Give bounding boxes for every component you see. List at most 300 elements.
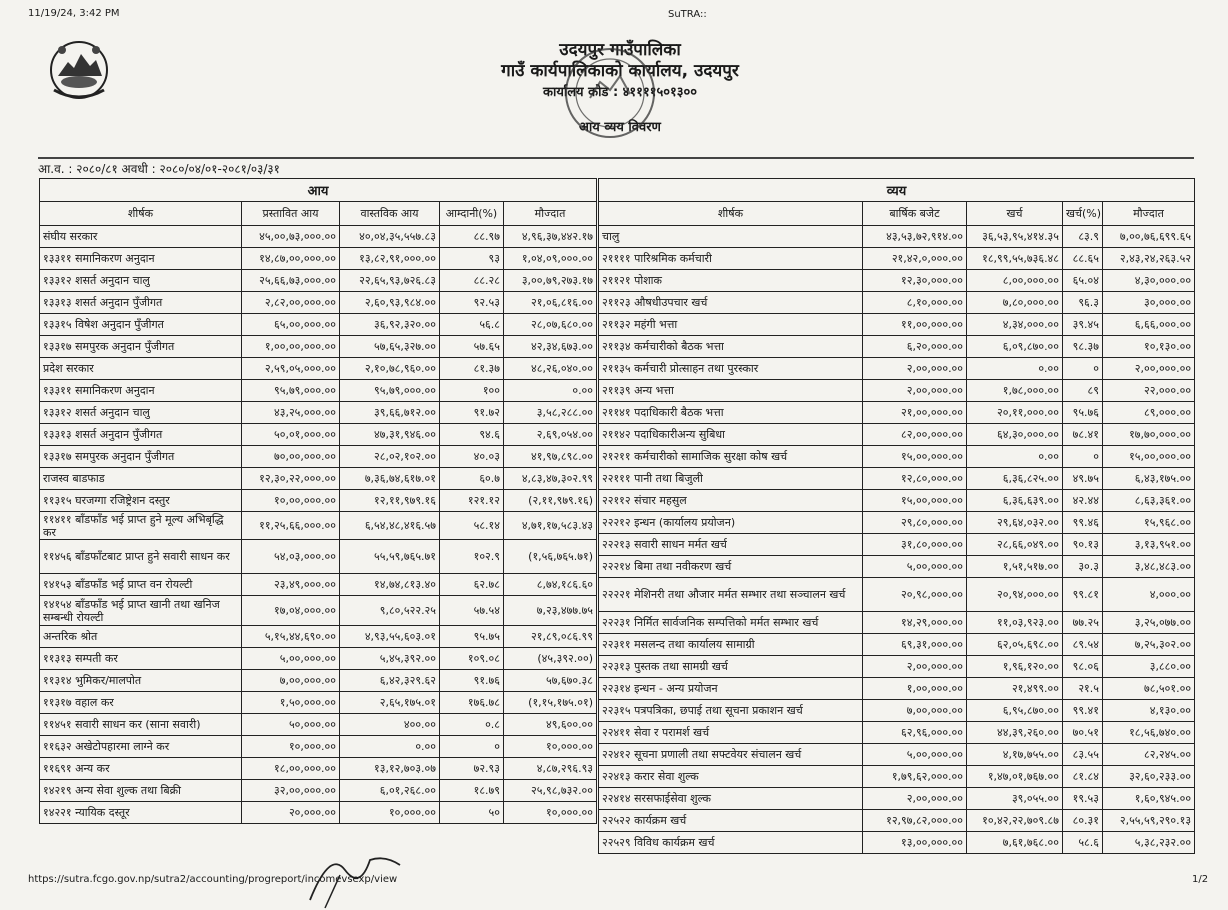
income-row [40,380,597,402]
income-row [40,736,597,758]
income-cell-percent: १०९.०८ [440,648,504,670]
expense-cell-amount2: ६२,०५,६९८.०० [967,634,1063,656]
income-cell-balance: २८,०७,६८०.०० [504,314,597,336]
office-stamp-icon [555,38,665,148]
expense-cell-title: २२२१४ बिमा तथा नवीकरण खर्च [599,556,863,578]
income-cell-title: ११४५६ बाँडफाँटबाट प्राप्त हुने सवारी साधन कर [40,540,242,574]
expense-cell-amount1: ८,१०,०००.०० [863,292,967,314]
expense-cell-balance: २,५५,५९,२९०.१३ [1103,810,1195,832]
income-row [40,226,597,248]
expense-cell-percent: ८०.३१ [1063,810,1103,832]
income-cell-balance: १०,०००.०० [504,802,597,824]
income-cell-amount1: ३२,००,०००.०० [242,780,340,802]
income-cell-balance: ४१,९७,८९८.०० [504,446,597,468]
expense-cell-title: २२२१३ सवारी साधन मर्मत खर्च [599,534,863,556]
expense-cell-percent: ३०.३ [1063,556,1103,578]
expense-row [599,446,1195,468]
income-cell-percent: ५७.६५ [440,336,504,358]
expense-cell-percent: ७७.२५ [1063,612,1103,634]
expense-cell-amount2: ४,१७,७५५.०० [967,744,1063,766]
expense-cell-percent: ८१.८४ [1063,766,1103,788]
income-cell-percent: ८८.९७ [440,226,504,248]
expense-cell-title: २११३२ महंगी भत्ता [599,314,863,336]
expense-cell-amount2: ७,६१,७६८.०० [967,832,1063,854]
expense-cell-title: २२५२९ विविध कार्यक्रम खर्च [599,832,863,854]
income-cell-amount1: २,५९,०५,०००.०० [242,358,340,380]
income-row [40,270,597,292]
income-row [40,714,597,736]
expense-cell-balance: ३२,६०,२३३.०० [1103,766,1195,788]
expense-row [599,336,1195,358]
expense-cell-balance: ५,३८,२३२.०० [1103,832,1195,854]
income-cell-title: संघीय सरकार [40,226,242,248]
page-url: https://sutra.fcgo.gov.np/sutra2/accounting/progreport/incomevsexp/view [28,874,398,885]
income-cell-amount2: २,१०,७८,९६०.०० [340,358,440,380]
expense-cell-balance: १५,९६८.०० [1103,512,1195,534]
expense-cell-amount1: २,००,०००.०० [863,788,967,810]
expense-cell-title: २११११ पारिश्रमिक कर्मचारी [599,248,863,270]
income-cell-amount1: २३,४९,०००.०० [242,574,340,596]
income-cell-balance: (२,११,९७९.१६) [504,490,597,512]
report-title: आय व्यय विवरण [579,120,661,135]
income-row [40,802,597,824]
income-cell-amount2: १२,११,९७९.१६ [340,490,440,512]
income-header-row [40,202,597,226]
income-cell-amount2: ४००.०० [340,714,440,736]
income-cell-amount1: ५,१५,४४,६९०.०० [242,626,340,648]
expense-cell-percent: ९८.०६ [1063,656,1103,678]
income-cell-amount2: ३६,९२,३२०.०० [340,314,440,336]
expense-row [599,788,1195,810]
income-cell-amount2: ७,३६,७४,६१७.०१ [340,468,440,490]
expense-row [599,314,1195,336]
expense-cell-title: २११२३ औषधीउपचार खर्च [599,292,863,314]
expense-cell-percent: ९६.३ [1063,292,1103,314]
expense-cell-title: २२१११ पानी तथा बिजुली [599,468,863,490]
expense-cell-amount1: २,००,०००.०० [863,656,967,678]
expense-cell-amount1: ५,००,०००.०० [863,744,967,766]
expense-cell-title: चालु [599,226,863,248]
expense-cell-percent: ९९.८१ [1063,578,1103,612]
expense-cell-amount2: १,४७,०१,७६७.०० [967,766,1063,788]
expense-cell-amount2: १०,४२,२२,७०९.८७ [967,810,1063,832]
expense-cell-percent: ९९.४६ [1063,512,1103,534]
expense-row [599,490,1195,512]
expense-row [599,292,1195,314]
income-cell-percent: १०० [440,380,504,402]
income-cell-amount2: ०.०० [340,736,440,758]
expense-cell-title: २२२३१ निर्मित सार्वजनिक सम्पत्तिको मर्मत सम्भार खर्च [599,612,863,634]
office-name: गाउँ कार्यपालिकाको कार्यालय, उदयपुर [501,61,739,81]
income-cell-percent: ९५.७५ [440,626,504,648]
expense-cell-amount1: २०,९८,०००.०० [863,578,967,612]
header-rule [38,157,1194,159]
income-cell-title: १३३१२ शसर्त अनुदान चालु [40,402,242,424]
expense-cell-title: २२३१४ इन्धन - अन्य प्रयोजन [599,678,863,700]
expense-cell-balance: २,००,०००.०० [1103,358,1195,380]
expense-cell-amount1: २१,४२,०,०००.०० [863,248,967,270]
expense-cell-percent: ० [1063,446,1103,468]
expense-row [599,656,1195,678]
expense-cell-amount1: १२,८०,०००.०० [863,468,967,490]
income-cell-amount1: ७०,००,०००.०० [242,446,340,468]
income-row [40,358,597,380]
income-cell-percent: ८१.३७ [440,358,504,380]
income-cell-amount1: १८,००,०००.०० [242,758,340,780]
income-cell-amount1: १०,००,०००.०० [242,490,340,512]
expense-cell-title: २११२१ पोशाक [599,270,863,292]
income-cell-percent: ९२.५३ [440,292,504,314]
expense-col-budget: बार्षिक बजेट [863,202,967,226]
expense-cell-amount1: ६२,९६,०००.०० [863,722,967,744]
fiscal-period: आ.व. : २०८०/८१ अवधी : २०८०/०४/०१-२०८१/०३/३१ [38,162,280,176]
expense-cell-percent: ४९.७५ [1063,468,1103,490]
income-cell-title: १३३१३ शसर्त अनुदान पुँजीगत [40,424,242,446]
income-cell-balance: ४,९६,३७,४४२.१७ [504,226,597,248]
expense-cell-amount1: २१,००,०००.०० [863,402,967,424]
expense-cell-balance: ८,६३,३६१.०० [1103,490,1195,512]
income-cell-title: ११६९१ अन्य कर [40,758,242,780]
expense-row [599,810,1195,832]
income-cell-amount1: ५४,०३,०००.०० [242,540,340,574]
income-cell-amount2: ४०,०४,३५,५५७.८३ [340,226,440,248]
income-row [40,336,597,358]
income-cell-title: १४१५३ बाँडफाँड भई प्राप्त वन रोयल्टी [40,574,242,596]
income-row [40,490,597,512]
municipality-name: उदयपुर गाउँपालिका [559,40,681,60]
income-col-actual: वास्तविक आय [340,202,440,226]
income-cell-amount2: ५,४५,३९२.०० [340,648,440,670]
income-cell-title: ११६३२ अखेटोपहारमा लाग्ने कर [40,736,242,758]
expense-row [599,744,1195,766]
expense-cell-percent: ४२.४४ [1063,490,1103,512]
expense-cell-amount1: ५,००,०००.०० [863,556,967,578]
expense-cell-amount1: ६९,३१,०००.०० [863,634,967,656]
expense-row [599,468,1195,490]
income-row [40,468,597,490]
income-cell-balance: ३,००,७९,२७३.१७ [504,270,597,292]
income-cell-amount2: २,६५,१७५.०१ [340,692,440,714]
expense-cell-title: २११४१ पदाधिकारी बैठक भत्ता [599,402,863,424]
expense-section-title: व्यय [599,179,1195,202]
income-row [40,424,597,446]
income-row [40,446,597,468]
income-cell-title: ११४५१ सवारी साधन कर (साना सवारी) [40,714,242,736]
income-row [40,512,597,540]
expense-row [599,380,1195,402]
expense-cell-amount1: १,७९,६२,०००.०० [863,766,967,788]
income-cell-balance: ४२,३४,६७३.०० [504,336,597,358]
expense-cell-amount2: ६,९५,८७०.०० [967,700,1063,722]
income-cell-amount2: ६,५४,४८,४१६.५७ [340,512,440,540]
expense-cell-title: २११३४ कर्मचारीको बैठक भत्ता [599,336,863,358]
expense-cell-percent: ८८.६५ [1063,248,1103,270]
income-cell-percent: ८८.२८ [440,270,504,292]
income-col-percent: आम्दानी(%) [440,202,504,226]
income-cell-balance: ८,७४,१८६.६० [504,574,597,596]
income-cell-balance: ५७,६७०.३८ [504,670,597,692]
income-cell-amount1: ७,००,०००.०० [242,670,340,692]
expense-cell-balance: १५,००,०००.०० [1103,446,1195,468]
expense-cell-amount2: ६,३६,८२५.०० [967,468,1063,490]
income-row [40,314,597,336]
expense-cell-amount2: ०.०० [967,358,1063,380]
expense-cell-amount2: २०,९४,०००.०० [967,578,1063,612]
income-cell-title: अन्तरिक श्रोत [40,626,242,648]
expense-row [599,358,1195,380]
expense-row [599,424,1195,446]
income-cell-balance: (४५,३९२.००) [504,648,597,670]
expense-cell-amount1: ६,२०,०००.०० [863,336,967,358]
expense-cell-title: २२३११ मसलन्द तथा कार्यालय सामाग्री [599,634,863,656]
income-cell-amount1: १७,०४,०००.०० [242,596,340,626]
expense-row [599,270,1195,292]
expense-row [599,578,1195,612]
income-cell-title: १३३१७ समपुरक अनुदान पुँजीगत [40,336,242,358]
expense-cell-title: २२३१३ पुस्तक तथा सामग्री खर्च [599,656,863,678]
income-row [40,540,597,574]
income-cell-balance: १,०४,०९,०००.०० [504,248,597,270]
expense-cell-balance: १०,१३०.०० [1103,336,1195,358]
income-cell-title: १४२१९ अन्य सेवा शुल्क तथा बिक्री [40,780,242,802]
expense-cell-amount2: ११,०३,९२३.०० [967,612,1063,634]
income-cell-amount1: १,५०,०००.०० [242,692,340,714]
income-cell-amount1: ११,२५,६६,०००.०० [242,512,340,540]
expense-row [599,634,1195,656]
income-row [40,248,597,270]
income-row [40,292,597,314]
income-cell-title: १३३१५ विषेश अनुदान पुँजीगत [40,314,242,336]
page-number: 1/2 [1192,874,1209,885]
income-cell-title: प्रदेश सरकार [40,358,242,380]
print-datetime: 11/19/24, 3:42 PM [28,8,120,19]
income-cell-amount1: २,८२,००,०००.०० [242,292,340,314]
income-row [40,402,597,424]
income-cell-balance: ७,२३,४७७.७५ [504,596,597,626]
expense-cell-percent: ९०.१३ [1063,534,1103,556]
income-cell-title: १४२२१ न्यायिक दस्तूर [40,802,242,824]
expense-cell-amount2: ३९,०५५.०० [967,788,1063,810]
income-cell-percent: ० [440,736,504,758]
expense-cell-title: २११३५ कर्मचारी प्रोत्साहन तथा पुरस्कार [599,358,863,380]
expense-cell-balance: १८,५६,७४०.०० [1103,722,1195,744]
income-cell-balance: ४,७१,१७,५८३.४३ [504,512,597,540]
income-cell-title: १३३११ समानिकरण अनुदान [40,248,242,270]
expense-row [599,700,1195,722]
income-cell-amount2: ४,९३,५५,६०३.०१ [340,626,440,648]
expense-cell-balance: १,६०,९४५.०० [1103,788,1195,810]
income-cell-balance: १०,०००.०० [504,736,597,758]
expense-cell-amount2: १,९६,१२०.०० [967,656,1063,678]
income-cell-amount2: ९,८०,५२२.२५ [340,596,440,626]
income-cell-amount2: ५५,५९,७६५.७१ [340,540,440,574]
expense-cell-amount2: ४४,३९,२६०.०० [967,722,1063,744]
expense-cell-percent: ९५.७६ [1063,402,1103,424]
expense-cell-amount2: ३६,५३,९५,४१४.३५ [967,226,1063,248]
expense-header-row [599,202,1195,226]
expense-row [599,556,1195,578]
income-cell-amount1: १०,०००.०० [242,736,340,758]
expense-cell-balance: ७८,५०१.०० [1103,678,1195,700]
expense-cell-amount2: २९,६४,०३२.०० [967,512,1063,534]
income-row [40,574,597,596]
income-cell-amount2: १४,७४,८१३.४० [340,574,440,596]
income-cell-amount1: २०,०००.०० [242,802,340,824]
expense-cell-balance: ४,१३०.०० [1103,700,1195,722]
income-cell-title: ११३१३ सम्पती कर [40,648,242,670]
income-row [40,648,597,670]
expense-cell-percent: ५८.६ [1063,832,1103,854]
income-cell-percent: १२१.१२ [440,490,504,512]
expense-cell-balance: ७,००,७६,६९९.६५ [1103,226,1195,248]
print-page-title: SuTRA:: [668,9,707,20]
expense-cell-amount1: १३,००,०००.०० [863,832,967,854]
expense-cell-amount1: १२,३०,०००.०० [863,270,967,292]
expense-cell-percent: ६५.०४ [1063,270,1103,292]
income-cell-percent: ५० [440,802,504,824]
expense-cell-title: २२३१५ पत्रपत्रिका, छपाई तथा सूचना प्रकाशन खर्च [599,700,863,722]
income-row [40,758,597,780]
income-cell-balance: (१,५६,७६५.७१) [504,540,597,574]
income-cell-balance: ४,८७,२९६.९३ [504,758,597,780]
income-cell-percent: ९१.७२ [440,402,504,424]
income-cell-amount2: १०,०००.०० [340,802,440,824]
income-cell-balance: ४,८३,४७,३०२.९९ [504,468,597,490]
income-cell-amount1: ५०,०००.०० [242,714,340,736]
expense-cell-amount2: ८,००,०००.०० [967,270,1063,292]
income-cell-amount2: २८,०२,१०२.०० [340,446,440,468]
income-cell-amount2: २,६०,९३,९८४.०० [340,292,440,314]
expense-cell-title: २११४२ पदाधिकारीअन्य सुबिधा [599,424,863,446]
expense-cell-balance: ३०,०००.०० [1103,292,1195,314]
expense-cell-percent: ९८.३७ [1063,336,1103,358]
income-cell-percent: १०२.९ [440,540,504,574]
income-col-proposed: प्रस्तावित आय [242,202,340,226]
expense-cell-title: २११३९ अन्य भत्ता [599,380,863,402]
expense-cell-amount2: ७,८०,०००.०० [967,292,1063,314]
income-col-balance: मौज्दात [504,202,597,226]
expense-cell-balance: २२,०००.०० [1103,380,1195,402]
income-cell-amount1: १४,८७,००,०००.०० [242,248,340,270]
income-cell-percent: ९३ [440,248,504,270]
income-cell-amount2: १३,८२,९१,०००.०० [340,248,440,270]
income-table [39,178,597,824]
income-cell-percent: १७६.७८ [440,692,504,714]
expense-cell-title: २२५२२ कार्यक्रम खर्च [599,810,863,832]
income-cell-balance: ४९,६००.०० [504,714,597,736]
income-cell-amount2: ६,४२,३२९.६२ [340,670,440,692]
income-cell-percent: १८.७९ [440,780,504,802]
expense-cell-amount1: २,००,०००.०० [863,380,967,402]
expense-cell-amount2: ६४,३०,०००.०० [967,424,1063,446]
income-cell-percent: ९१.७६ [440,670,504,692]
income-cell-percent: ५६.८ [440,314,504,336]
expense-cell-amount1: २९,८०,०००.०० [863,512,967,534]
expense-cell-title: २२४१३ करार सेवा शुल्क [599,766,863,788]
expense-cell-amount1: ७,००,०००.०० [863,700,967,722]
income-cell-percent: ५८.१४ [440,512,504,540]
expense-row [599,612,1195,634]
expense-row [599,226,1195,248]
expense-row [599,678,1195,700]
expense-cell-balance: ४,३०,०००.०० [1103,270,1195,292]
expense-row [599,722,1195,744]
income-cell-percent: ६०.७ [440,468,504,490]
expense-cell-amount1: १४,२९,०००.०० [863,612,967,634]
expense-cell-percent: २१.५ [1063,678,1103,700]
income-cell-balance: ४८,२६,०४०.०० [504,358,597,380]
expense-cell-amount2: १८,९९,५५,७३६.४८ [967,248,1063,270]
income-cell-title: ११३१५ घरजग्गा रजिष्ट्रेशन दस्तुर [40,490,242,512]
expense-cell-title: २२४१२ सूचना प्रणाली तथा सफ्टवेयर संचालन खर्च [599,744,863,766]
expense-cell-amount2: २१,४९९.०० [967,678,1063,700]
nepal-emblem-icon [46,36,112,106]
expense-cell-balance: ८२,२४५.०० [1103,744,1195,766]
income-cell-amount1: ४५,००,७३,०००.०० [242,226,340,248]
income-cell-amount2: ४७,३१,९४६.०० [340,424,440,446]
expense-cell-amount1: ४३,५३,७२,९१४.०० [863,226,967,248]
income-row [40,670,597,692]
income-cell-balance: २५,९८,७३२.०० [504,780,597,802]
expense-cell-percent: ८९ [1063,380,1103,402]
expense-cell-amount2: ४,३४,०००.०० [967,314,1063,336]
income-cell-amount2: ३९,६६,७१२.०० [340,402,440,424]
expense-cell-title: २२२२१ मेशिनरी तथा औजार मर्मत सम्भार तथा सञ्चालन खर्च [599,578,863,612]
income-cell-balance: २१,८९,०८६.९९ [504,626,597,648]
income-cell-title: ११३१७ वहाल कर [40,692,242,714]
expense-cell-title: २२४१४ सरसफाईसेवा शुल्क [599,788,863,810]
income-cell-title: १३३१३ शसर्त अनुदान पुँजीगत [40,292,242,314]
income-row [40,692,597,714]
income-cell-balance: २,६९,०५४.०० [504,424,597,446]
expense-cell-amount1: ८२,००,०००.०० [863,424,967,446]
expense-cell-balance: ४,०००.०० [1103,578,1195,612]
income-cell-amount2: ५७,६५,३२७.०० [340,336,440,358]
income-cell-percent: ४०.०३ [440,446,504,468]
income-cell-amount1: ५०,०१,०००.०० [242,424,340,446]
income-cell-balance: (१,१५,१७५.०१) [504,692,597,714]
income-cell-title: ११३१४ भुमिकर/मालपोत [40,670,242,692]
income-cell-amount1: ६५,००,०००.०० [242,314,340,336]
expense-cell-title: २१२११ कर्मचारीको सामाजिक सुरक्षा कोष खर्च [599,446,863,468]
expense-cell-percent: ० [1063,358,1103,380]
income-cell-title: १४१५४ बाँडफाँड भई प्राप्त खानी तथा खनिज सम्बन्धी रोयल्टी [40,596,242,626]
expense-cell-balance: ३,४८,४८३.०० [1103,556,1195,578]
expense-cell-balance: १७,७०,०००.०० [1103,424,1195,446]
expense-cell-percent: ७०.५१ [1063,722,1103,744]
expense-row [599,832,1195,854]
income-row [40,780,597,802]
income-cell-amount1: ९५,७९,०००.०० [242,380,340,402]
expense-cell-amount2: १,५१,५१७.०० [967,556,1063,578]
income-cell-amount1: १,००,००,०००.०० [242,336,340,358]
expense-cell-amount1: १,००,०००.०० [863,678,967,700]
expense-cell-amount2: ०.०० [967,446,1063,468]
income-cell-amount1: १२,३०,२२,०००.०० [242,468,340,490]
expense-cell-amount2: २०,११,०००.०० [967,402,1063,424]
expense-cell-amount1: १२,९७,८२,०००.०० [863,810,967,832]
expense-cell-balance: २,४३,२४,२६३.५२ [1103,248,1195,270]
income-cell-amount2: १३,१२,७०३.०७ [340,758,440,780]
expense-cell-balance: ८९,०००.०० [1103,402,1195,424]
expense-cell-title: २२११२ संचार महसुल [599,490,863,512]
expense-cell-amount1: २,००,०००.०० [863,358,967,380]
office-code: कार्यालय कोड : ४११११५०१३०० [542,85,698,100]
expense-cell-amount1: १५,००,०००.०० [863,490,967,512]
expense-cell-balance: ६,४३,१७५.०० [1103,468,1195,490]
income-cell-percent: ७२.९३ [440,758,504,780]
expense-cell-amount1: ११,००,०००.०० [863,314,967,336]
